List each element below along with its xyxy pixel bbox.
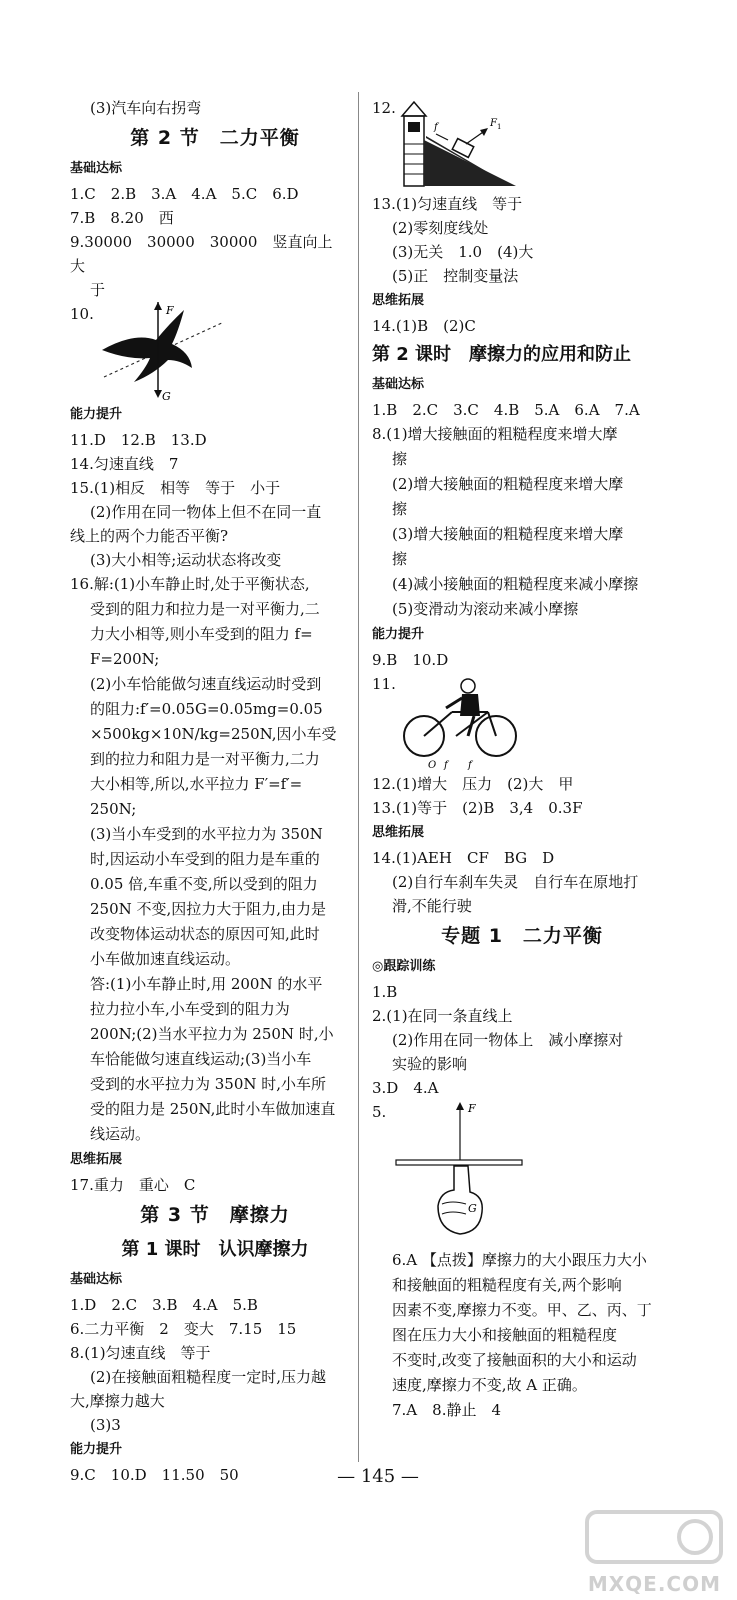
- answer-line: 7.A 8.静止 4: [392, 1401, 501, 1419]
- answer-line: 14.匀速直线 7: [70, 455, 179, 473]
- answer-line: 2.(1)在同一条直线上: [372, 1007, 513, 1025]
- basic-label: 基础达标: [70, 161, 123, 176]
- answer-line: 实验的影响: [392, 1055, 468, 1073]
- section-title: 第 3 节 摩擦力: [140, 1204, 290, 1226]
- force-F-subscript: 1: [497, 123, 502, 131]
- answer-line: 16.解:(1)小车静止时,处于平衡状态,: [70, 575, 310, 593]
- answer-line: 250N 不变,因拉力大于阻力,由力是: [90, 900, 327, 918]
- answer-line: (4)减小接触面的粗糙程度来减小摩擦: [392, 575, 639, 593]
- figure-finger: [372, 1100, 672, 1248]
- answer-line: (3)增大接触面的粗糙程度来增大摩: [392, 525, 624, 543]
- answer-line: 时,因运动小车受到的阻力是车重的: [90, 850, 320, 868]
- figure-number: 10.: [70, 305, 94, 323]
- answer-line: 受到的水平拉力为 350N 时,小车所: [90, 1075, 327, 1093]
- finger-balance-diagram: [392, 1100, 562, 1248]
- answer-line: 拉力拉小车,小车受到的阻力为: [90, 1000, 290, 1018]
- figure-bicycle: [372, 672, 672, 772]
- left-column: [70, 96, 360, 1487]
- figure-swallow: [70, 302, 360, 402]
- answer-line: 答:(1)小车静止时,用 200N 的水平: [90, 975, 323, 993]
- ability-label: 能力提升: [372, 627, 425, 642]
- answer-line: (2)作用在同一物体上但不在同一直: [90, 503, 322, 521]
- answer-line: 受到的阻力和拉力是一对平衡力,二: [90, 600, 320, 618]
- ability-label: 能力提升: [70, 407, 123, 422]
- answer-line: 17.重力 重心 C: [70, 1176, 196, 1194]
- answer-line: 11.D 12.B 13.D: [70, 431, 207, 449]
- answer-line: 车恰能做匀速直线运动;(3)当小车: [90, 1050, 312, 1068]
- answer-line: 因素不变,摩擦力不变。甲、乙、丙、丁: [392, 1301, 652, 1319]
- answer-line: 1.C 2.B 3.A 4.A 5.C 6.D: [70, 185, 299, 203]
- answer-line: 到的拉力和阻力是一对平衡力,二力: [90, 750, 320, 768]
- answer-line: (3)3: [90, 1416, 121, 1434]
- answer-line: 3.D 4.A: [372, 1079, 439, 1097]
- force-F-label: F: [468, 1102, 476, 1115]
- figure-number: 5.: [372, 1103, 387, 1121]
- answer-line: (3)无关 1.0 (4)大: [392, 243, 534, 261]
- answer-line: 大,摩擦力越大: [70, 1392, 165, 1410]
- answer-line: 受的阻力是 250N,此时小车做加速直: [90, 1100, 336, 1118]
- track-label: ◎跟踪训练: [372, 959, 436, 974]
- answer-line: 14.(1)B (2)C: [372, 317, 476, 335]
- answer-line: 0.05 倍,车重不变,所以受到的阻力: [90, 875, 318, 893]
- answer-line: 13.(1)等于 (2)B 3,4 0.3F: [372, 799, 583, 817]
- answer-line: 14.(1)AEH CF BG D: [372, 849, 555, 867]
- answer-line: 速度,摩擦力不变,故 A 正确。: [392, 1376, 587, 1394]
- think-label: 思维拓展: [372, 293, 425, 308]
- swallow-force-diagram: [94, 302, 254, 402]
- answer-line: 力大小相等,则小车受到的阻力 f=: [90, 625, 313, 643]
- answer-line: 于: [90, 281, 106, 299]
- force-G-label: G: [162, 390, 171, 402]
- answer-line: (2)作用在同一物体上 减小摩擦对: [392, 1031, 624, 1049]
- answer-line: 1.B: [372, 983, 398, 1001]
- answer-line: 图在压力大小和接触面的粗糙程度: [392, 1326, 618, 1344]
- answer-8-block: [372, 422, 672, 622]
- answer-line: 改变物体运动状态的原因可知,此时: [90, 925, 320, 943]
- answer-line: (3)大小相等;运动状态将改变: [90, 551, 282, 569]
- right-column: [372, 96, 672, 1422]
- answer-line: 1.D 2.C 3.B 4.A 5.B: [70, 1296, 258, 1314]
- force-F-label: F: [166, 304, 174, 317]
- answer-line: 8.(1)增大接触面的粗糙程度来增大摩: [372, 425, 618, 443]
- think-label: 思维拓展: [372, 825, 425, 840]
- answer-line: 13.(1)匀速直线 等于: [372, 195, 523, 213]
- answer-line: (5)变滑动为滚动来减小摩擦: [392, 600, 579, 618]
- figure-slope: [372, 96, 672, 192]
- page-number: — 145 —: [337, 1466, 419, 1487]
- answer-line: 擦: [392, 450, 408, 468]
- answer-line: (3)当小车受到的水平拉力为 350N: [90, 825, 323, 843]
- answer-line: (5)正 控制变量法: [392, 267, 519, 285]
- bicycle-diagram: [396, 672, 526, 772]
- answer-line: (2)小车恰能做匀速直线运动时受到: [90, 675, 322, 693]
- answer-line: 250N;: [90, 800, 137, 818]
- watermark-text: MXQE.COM: [587, 1572, 721, 1596]
- watermark-icon: [579, 1500, 729, 1570]
- answer-line: (2)零刻度线处: [392, 219, 489, 237]
- answer-line: 1.B 2.C 3.C 4.B 5.A 6.A 7.A: [372, 401, 640, 419]
- ability-label: 能力提升: [70, 1442, 123, 1457]
- force-f1-label: f: [444, 760, 448, 771]
- lesson-title: 第 2 课时 摩擦力的应用和防止: [372, 344, 632, 365]
- answer-line: ×500kg×10N/kg=250N,因小车受: [90, 725, 337, 743]
- answer-line: 擦: [392, 500, 408, 518]
- figure-number: 12.: [372, 99, 396, 117]
- answer-line: 大小相等,所以,水平拉力 F′=f′=: [90, 775, 303, 793]
- answer-line: 200N;(2)当水平拉力为 250N 时,小: [90, 1025, 334, 1043]
- answer-line: 9.30000 30000 30000 竖直向上 大: [70, 233, 348, 275]
- force-f-label: f: [434, 122, 438, 133]
- section-title: 第 2 节 二力平衡: [130, 127, 300, 149]
- force-f2-label: f: [468, 760, 472, 771]
- answer-line: (2)增大接触面的粗糙程度来增大摩: [392, 475, 624, 493]
- topic-title: 专题 1 二力平衡: [441, 925, 603, 947]
- force-F-label: F: [490, 118, 497, 129]
- watermark-logo: [579, 1500, 729, 1596]
- answer-line: 9.B 10.D: [372, 651, 449, 669]
- figure-number: 11.: [372, 675, 396, 693]
- basic-label: 基础达标: [372, 377, 425, 392]
- basic-label: 基础达标: [70, 1272, 123, 1287]
- answer-line: 不变时,改变了接触面积的大小和运动: [392, 1351, 637, 1369]
- answer-6-block: [372, 1248, 672, 1398]
- answer-line: 擦: [392, 550, 408, 568]
- answer-line: 6.A 【点拨】摩擦力的大小跟压力大小: [392, 1251, 647, 1269]
- answer-line: 12.(1)增大 压力 (2)大 甲: [372, 775, 574, 793]
- answer-line: (2)在接触面粗糙程度一定时,压力越: [90, 1368, 327, 1386]
- answer-line: 滑,不能行驶: [392, 897, 472, 915]
- answer-line: 的阻力:f′=0.05G=0.05mg=0.05: [90, 700, 323, 718]
- slope-friction-diagram: [396, 100, 536, 196]
- answer-16-block: [70, 572, 360, 1147]
- answer-line: 6.二力平衡 2 变大 7.15 15: [70, 1320, 297, 1338]
- point-O-label: O: [428, 760, 437, 771]
- answer-line: F=200N;: [90, 650, 160, 668]
- answer-line: 15.(1)相反 相等 等于 小于: [70, 479, 281, 497]
- answer-line: (2)自行车刹车失灵 自行车在原地打: [392, 873, 639, 891]
- lesson-title: 第 1 课时 认识摩擦力: [121, 1239, 309, 1260]
- answer-line: 9.C 10.D 11.50 50: [70, 1466, 239, 1484]
- answer-line: 和接触面的粗糙程度有关,两个影响: [392, 1276, 622, 1294]
- answer-line: 线运动。: [90, 1125, 151, 1143]
- answer-line: (3)汽车向右拐弯: [90, 99, 202, 117]
- force-G-label: G: [468, 1202, 477, 1215]
- answer-line: 7.B 8.20 西: [70, 209, 174, 227]
- answer-line: 8.(1)匀速直线 等于: [70, 1344, 211, 1362]
- think-label: 思维拓展: [70, 1152, 123, 1167]
- answer-line: 小车做加速直线运动。: [90, 950, 241, 968]
- answer-line: 线上的两个力能否平衡?: [70, 527, 229, 545]
